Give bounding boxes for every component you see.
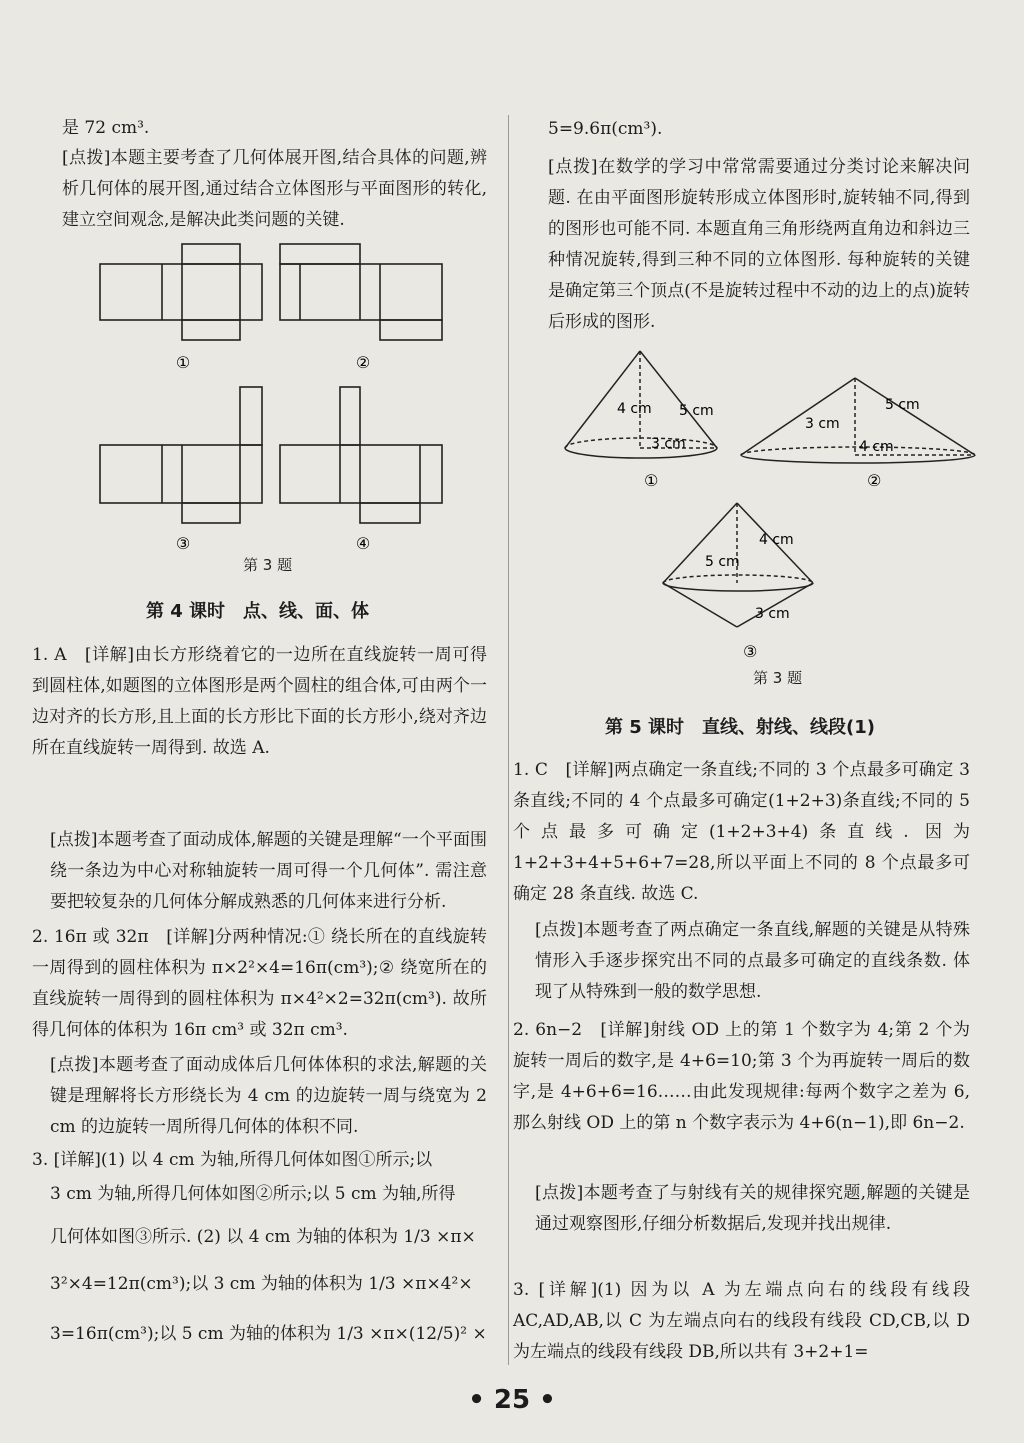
net-label-2: ② [355,353,371,372]
left-q1: 1. A [详解]由长方形绕着它的一边所在直线旋转一周可得到圆柱体,如题图的立体图形是两个圆柱的组合体,可由两个一边对齐的长方形,且上面的长方形比下面的长方形小,绕对齐边所在直线旋转一周得到. 故选 A. [32,645,487,758]
cone3-upper-label: 4 cm [759,532,794,548]
cone2-radius-label: 4 cm [859,439,894,455]
left-q3-line-1: 3. [详解](1) 以 4 cm 为轴,所得几何体如图①所示;以 [32,1150,433,1170]
column-divider [508,115,509,1365]
net4-strip [280,445,442,503]
left-q3-line-4: 3²×4=12π(cm³);以 3 cm 为轴的体积为 1/3 ×π×4²× [50,1274,473,1294]
net-label-3: ③ [175,534,191,553]
cube-nets-figure [90,240,490,560]
page-number: • 25 • [468,1385,556,1415]
net-label-1: ① [175,353,191,372]
net3-strip [100,445,262,503]
cone1-height-label: 4 cm [617,401,652,417]
net4-top-flap [340,387,360,445]
right-figure-caption: 第 3 题 [753,669,803,687]
cone2-label: ② [867,471,882,490]
left-q3-line-5: 3=16π(cm³);以 5 cm 为轴的体积为 1/3 ×π×(12/5)² × [50,1324,487,1344]
right-q1: 1. C [详解]两点确定一条直线;不同的 3 个点最多可确定 3 条直线;不同的 4 个点最多可确定(1+2+3)条直线;不同的 5 个点最多可确定(1+2+3+4)条直线. 因为 1+2+3+4+5+6+7=28,所以平面上不同的 8 个点最多可确定 28 条直线. 故选 C. [513,760,970,904]
right-q1-hint: [点拨]本题考查了两点确定一条直线,解题的关键是从特殊情形入手逐步探究出不同的点最多可确定的直线条数. 体现了从特殊到一般的数学思想. [535,920,970,1002]
left-q2-hint: [点拨]本题考查了面动成体后几何体体积的求法,解题的关键是理解将长方形绕长为 4 cm 的边旋转一周与绕宽为 2 cm 的边旋转一周所得几何体的体积不同. [50,1055,487,1137]
left-q3-line-3: 几何体如图③所示. (2) 以 4 cm 为轴的体积为 1/3 ×π× [50,1227,476,1247]
net2-top-flap [280,244,360,264]
net1-bottom-flap [182,320,240,340]
cone1-label: ① [644,471,659,490]
cone3-label: ③ [743,642,758,661]
page-number-value: 25 [493,1385,531,1415]
net2-strip [280,264,442,320]
right-top-line: 5=9.6π(cm³). [548,119,663,139]
left-q1-hint: [点拨]本题考查了面动成体,解题的关键是理解“一个平面围绕一条边为中心对称轴旋转一周可得一个几何体”. 需注意要把较复杂的几何体分解成熟悉的几何体来进行分析. [50,830,487,912]
net4-bottom-flap [360,503,420,523]
cone2-height-label: 3 cm [805,416,840,432]
left-q2: 2. 16π 或 32π [详解]分两种情况:① 绕长所在的直线旋转一周得到的圆柱体积为 π×2²×4=16π(cm³);② 绕宽所在的直线旋转一周得到的圆柱体积为 π×4²×2=32π(cm³). 故所得几何体的体积为 16π cm³ 或 32π cm³. [32,927,487,1040]
cone2-slant-label: 5 cm [885,397,920,413]
cone1-radius-label: 3 cm [651,436,686,452]
cones-figure [555,345,985,690]
cone1-slant-label: 5 cm [679,403,714,419]
left-top-line: 是 72 cm³. [62,118,150,138]
left-hint-1: [点拨]本题主要考查了几何体展开图,结合具体的问题,辨析几何体的展开图,通过结合立体图形与平面图形的转化,建立空间观念,是解决此类问题的关键. [62,148,487,230]
left-figure-caption: 第 3 题 [243,556,293,574]
net2-bottom-flap [380,320,442,340]
right-q3: 3. [详解](1) 因为以 A 为左端点向右的线段有线段 AC,AD,AB,以 C 为左端点向右的线段有线段 CD,CB,以 D 为左端点的线段有线段 DB,所以共有 3+2+1= [513,1280,970,1362]
net-label-4: ④ [355,534,371,553]
cone3-axis-label: 5 cm [705,554,740,570]
net1-top-flap [182,244,240,264]
right-q2-hint: [点拨]本题考查了与射线有关的规律探究题,解题的关键是通过观察图形,仔细分析数据后,发现并找出规律. [535,1183,970,1234]
net3-bottom-flap [182,503,240,523]
cone3-lower-label: 3 cm [755,606,790,622]
net1-strip [100,264,262,320]
left-q3-line-2: 3 cm 为轴,所得几何体如图②所示;以 5 cm 为轴,所得 [50,1184,456,1204]
net3-top-flap [240,387,262,445]
right-q2: 2. 6n−2 [详解]射线 OD 上的第 1 个数字为 4;第 2 个为旋转一周后的数字,是 4+6=10;第 3 个为再旋转一周后的数字,是 4+6+6=16……由此发现规律:每两个数字之差为 6,那么射线 OD 上的第 n 个数字表示为 4+6(n−1),即 6n−2. [513,1020,970,1133]
section-title-4: 第 4 课时 点、线、面、体 [146,601,370,622]
right-hint: [点拨]在数学的学习中常常需要通过分类讨论来解决问题. 在由平面图形旋转形成立体图形时,旋转轴不同,得到的图形也可能不同. 本题直角三角形绕两直角边和斜边三种情况旋转,得到三种不同的立体图形. 每种旋转的关键是确定第三个顶点(不是旋转过程中不动的边上的点)旋转后形成的图形. [548,157,970,332]
section-title-5: 第 5 课时 直线、射线、线段(1) [605,717,876,738]
